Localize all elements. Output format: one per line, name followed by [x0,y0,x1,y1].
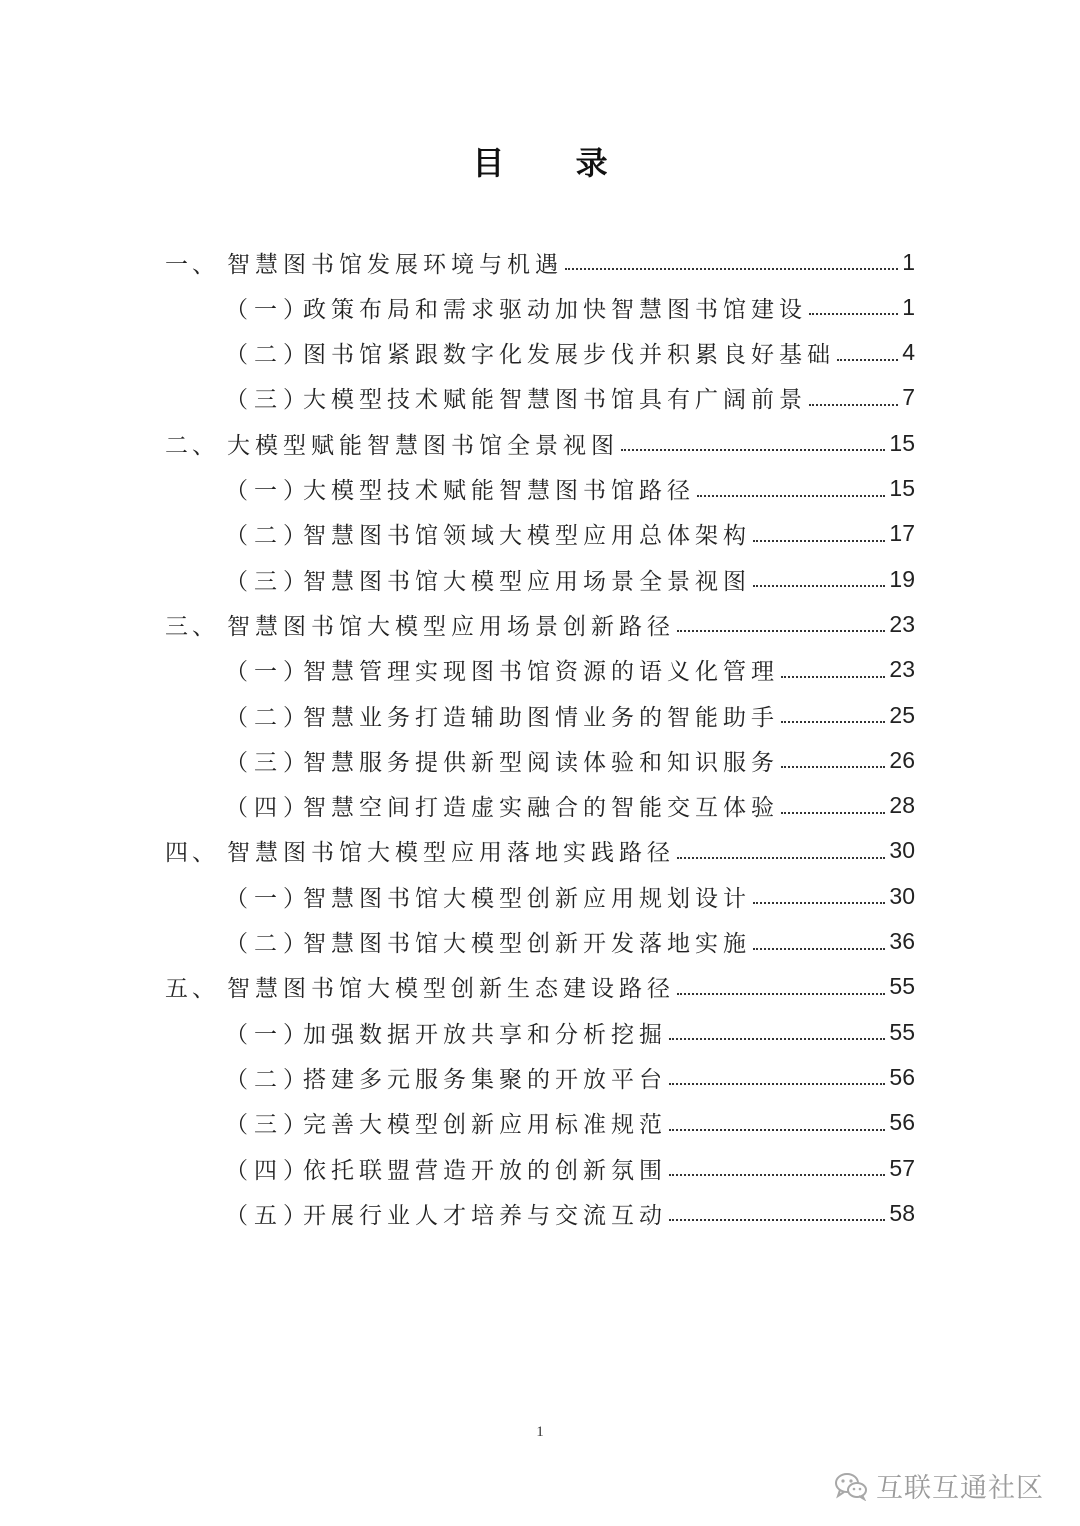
toc-entry-title: 大模型技术赋能智慧图书馆路径 [303,478,695,504]
toc-entry-title: 智慧业务打造辅助图情业务的智能助手 [303,704,779,731]
toc-entry[interactable] [225,1101,915,1145]
toc-entry-number: 二、 [165,432,219,459]
toc-entry-number: （四） [225,795,312,822]
toc-dot-leader [669,1101,885,1145]
toc-dot-leader [753,512,885,556]
toc-entry-page: 25 [889,701,915,728]
toc-entry-title: 政策布局和需求驱动加快智慧图书馆建设 [303,296,807,323]
toc-entry-title: 智慧服务提供新型阅读体验和知识服务 [303,749,779,776]
toc-entry-page: 15 [889,475,915,501]
toc-entry-number: 四、 [165,840,219,867]
toc-entry-number: （五） [225,1202,312,1229]
toc-entry-page: 56 [889,1063,915,1090]
toc-entry-number: （一） [225,478,312,504]
toc-dot-leader [669,1010,885,1054]
toc-entry-page: 55 [889,1018,915,1045]
toc-dot-leader [781,693,885,737]
toc-dot-leader [669,1146,885,1190]
toc-dot-leader [837,331,898,375]
toc-entry[interactable] [225,1010,915,1054]
toc-entry-number: 一、 [165,251,219,278]
toc-entry-page: 28 [889,792,915,819]
toc-entry-title: 智慧管理实现图书馆资源的语义化管理 [303,659,779,686]
toc-entry-page: 56 [889,1109,915,1136]
toc-entry-page: 7 [902,384,915,411]
toc-entry-title: 智慧图书馆发展环境与机遇 [227,251,563,278]
toc-entry[interactable] [165,829,915,873]
toc-dot-leader [621,421,885,465]
toc-dot-leader [781,648,885,692]
toc-entry-number: （三） [225,1112,312,1139]
toc-entry-page: 1 [902,248,915,275]
toc-entry-page: 30 [889,837,915,864]
toc-entry-number: （四） [225,1157,312,1184]
watermark-text: 互联互通社区 [876,1473,1044,1504]
toc-dot-leader [753,874,885,918]
toc-entry[interactable] [225,1191,915,1235]
toc-entry-title: 智慧图书馆领域大模型应用总体架构 [303,523,751,550]
toc-entry-title: 智慧图书馆大模型创新生态建设路径 [227,976,675,1003]
toc-entry[interactable] [165,965,915,1009]
toc-entry-title: 依托联盟营造开放的创新氛围 [303,1157,667,1184]
toc-dot-leader [669,1055,885,1099]
toc-entry-number: （二） [225,342,312,369]
toc-entry[interactable] [225,467,915,511]
toc-entry[interactable] [225,512,915,556]
toc-entry-number: （三） [225,387,312,414]
toc-entry-title: 开展行业人才培养与交流互动 [303,1202,667,1229]
toc-dot-leader [809,285,898,329]
toc-entry-page: 19 [889,565,915,592]
toc-entry-title: 加强数据开放共享和分析挖掘 [303,1021,667,1048]
toc-entry-number: （二） [225,523,312,550]
toc-entry[interactable] [225,738,915,782]
toc-entry-number: （一） [225,296,312,323]
watermark [834,1466,1044,1505]
toc-entry[interactable] [225,874,915,918]
toc-dot-leader [753,557,885,601]
toc-dot-leader [809,376,898,420]
toc-entry[interactable] [225,920,915,964]
toc-dot-leader [781,738,885,782]
toc-dot-leader [677,829,885,873]
toc-entry-number: （三） [225,749,312,776]
toc-entry-number: （二） [225,931,312,957]
toc-entry[interactable] [225,1055,915,1099]
toc-entry-number: （一） [225,659,312,686]
toc-entry[interactable] [225,557,915,601]
toc-entry[interactable] [165,421,915,465]
toc-entry[interactable] [225,648,915,692]
toc-entry-page: 58 [889,1199,915,1226]
toc-entry-number: （一） [225,885,312,912]
toc-dot-leader [677,602,885,646]
toc-entry-page: 57 [889,1154,915,1181]
toc-entry-title: 智慧图书馆大模型应用落地实践路径 [227,840,675,867]
toc-entry-title: 完善大模型创新应用标准规范 [303,1112,667,1139]
toc-entry[interactable] [225,1146,915,1190]
toc-entry-page: 36 [889,928,915,954]
toc-dot-leader [781,784,885,828]
toc-entry-title: 大模型技术赋能智慧图书馆具有广阔前景 [303,387,807,414]
toc-entry-title: 智慧图书馆大模型创新应用规划设计 [303,885,751,912]
toc-entry-page: 4 [902,339,915,366]
page-title: 目 录 [472,144,638,182]
toc-dot-leader [753,920,885,964]
toc-entry-title: 智慧图书馆大模型应用场景全景视图 [303,568,751,595]
toc-entry-title: 图书馆紧跟数字化发展步伐并积累良好基础 [303,342,835,369]
wechat-icon [834,1471,868,1501]
toc-entry-title: 智慧图书馆大模型创新开发落地实施 [303,931,751,957]
toc-dot-leader [677,965,885,1009]
toc-entry-page: 1 [902,293,915,320]
toc-entry[interactable] [225,376,915,420]
toc-entry-page: 30 [889,882,915,909]
toc-entry-page: 26 [889,746,915,773]
toc-entry-number: 五、 [165,976,219,1003]
toc-entry-page: 23 [889,610,915,637]
toc-entry-number: （一） [225,1021,312,1048]
toc-entry-number: 三、 [165,613,219,640]
toc-entry-page: 23 [889,656,915,683]
toc-dot-leader [697,467,885,511]
toc-entry-title: 智慧空间打造虚实融合的智能交互体验 [303,795,779,822]
toc-entry[interactable] [225,693,915,737]
toc-entry-title: 大模型赋能智慧图书馆全景视图 [227,432,619,459]
toc-entry-number: （二） [225,1066,312,1093]
toc-entry-page: 15 [889,429,915,456]
toc-entry[interactable] [165,602,915,646]
toc-entry-page: 17 [889,520,915,547]
toc-entry-title: 搭建多元服务集聚的开放平台 [303,1066,667,1093]
toc-entry-number: （三） [225,568,312,595]
footer-page-number: 1 [536,1424,544,1440]
toc-entry[interactable] [225,285,915,329]
toc-entry[interactable] [225,331,915,375]
toc-dot-leader [565,240,898,284]
toc-entry[interactable] [225,784,915,828]
toc-entry-page: 55 [889,973,915,1000]
toc-entry-number: （二） [225,704,312,731]
toc-entry[interactable] [165,240,915,284]
toc-dot-leader [669,1191,885,1235]
toc-entry-title: 智慧图书馆大模型应用场景创新路径 [227,613,675,640]
